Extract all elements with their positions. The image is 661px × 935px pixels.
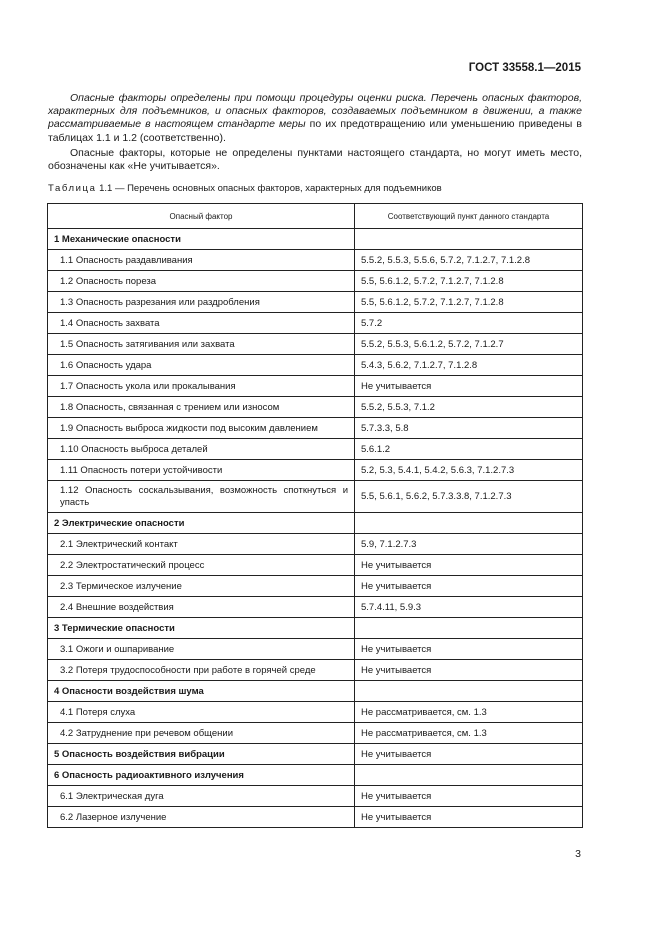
table-body <box>48 229 583 828</box>
table-caption-number: 1.1 <box>99 183 113 194</box>
hazard-cell: 3.2 Потеря трудоспособности при работе в горячей среде <box>48 660 355 681</box>
clause-cell: 5.5, 5.6.1.2, 5.7.2, 7.1.2.7, 7.1.2.8 <box>355 292 583 313</box>
hazard-cell: 2.2 Электростатический процесс <box>48 555 355 576</box>
clause-cell: 5.5.2, 5.5.3, 5.5.6, 5.7.2, 7.1.2.7, 7.1.2.8 <box>355 250 583 271</box>
hazard-cell: 1.7 Опасность укола или прокалывания <box>48 376 355 397</box>
table-caption-label: Таблица <box>48 183 97 194</box>
table-caption <box>48 183 442 194</box>
table-row <box>48 744 583 765</box>
table-row <box>48 376 583 397</box>
table-row <box>48 513 583 534</box>
document-code: ГОСТ 33558.1—2015 <box>468 62 581 74</box>
table-row <box>48 555 583 576</box>
table-row <box>48 723 583 744</box>
section-heading-cell: 2 Электрические опасности <box>48 513 355 534</box>
table-row <box>48 334 583 355</box>
hazard-cell: 1.3 Опасность разрезания или раздробления <box>48 292 355 313</box>
clause-cell: 5.5, 5.6.1.2, 5.7.2, 7.1.2.7, 7.1.2.8 <box>355 271 583 292</box>
clause-cell: Не учитывается <box>355 376 583 397</box>
hazard-cell: 4.1 Потеря слуха <box>48 702 355 723</box>
hazard-cell: 3.1 Ожоги и ошпаривание <box>48 639 355 660</box>
clause-cell <box>355 681 583 702</box>
hazard-cell: 1.2 Опасность пореза <box>48 271 355 292</box>
hazard-cell: 2.1 Электрический контакт <box>48 534 355 555</box>
clause-cell <box>355 229 583 250</box>
hazard-cell: 2.3 Термическое излучение <box>48 576 355 597</box>
clause-cell: 5.5.2, 5.5.3, 5.6.1.2, 5.7.2, 7.1.2.7 <box>355 334 583 355</box>
clause-cell: Не учитывается <box>355 786 583 807</box>
hazard-cell: 1.8 Опасность, связанная с трением или износом <box>48 397 355 418</box>
hazard-cell: 1.12 Опасность соскальзывания, возможность споткнуться и упасть <box>48 481 355 513</box>
clause-cell: Не учитывается <box>355 807 583 828</box>
section-heading-cell: 4 Опасности воздействия шума <box>48 681 355 702</box>
section-heading-cell: 5 Опасность воздействия вибрации <box>48 744 355 765</box>
table-row <box>48 702 583 723</box>
table-row <box>48 292 583 313</box>
clause-cell: Не рассматривается, см. 1.3 <box>355 702 583 723</box>
column-header-hazard: Опасный фактор <box>48 204 355 229</box>
clause-cell: Не учитывается <box>355 576 583 597</box>
table-row <box>48 618 583 639</box>
clause-cell <box>355 765 583 786</box>
table-row <box>48 460 583 481</box>
hazard-cell: 1.10 Опасность выброса деталей <box>48 439 355 460</box>
clause-cell: 5.2, 5.3, 5.4.1, 5.4.2, 5.6.3, 7.1.2.7.3 <box>355 460 583 481</box>
clause-cell: 5.7.2 <box>355 313 583 334</box>
clause-cell: 5.5.2, 5.5.3, 7.1.2 <box>355 397 583 418</box>
clause-cell: 5.7.4.11, 5.9.3 <box>355 597 583 618</box>
hazard-cell: 6.2 Лазерное излучение <box>48 807 355 828</box>
section-heading-cell: 3 Термические опасности <box>48 618 355 639</box>
table-header-row <box>48 204 583 229</box>
clause-cell: 5.5, 5.6.1, 5.6.2, 5.7.3.3.8, 7.1.2.7.3 <box>355 481 583 513</box>
intro-italic-text: Опасные факторы определены при помощи процедуры оценки риска. Перечень опасных факторов, характерных для подъемников, и опасных факторов, создаваемых подъемником в движении, а также рассматриваемые в настоящем стандарте меры <box>48 92 582 131</box>
table-row <box>48 271 583 292</box>
table-caption-text: — Перечень основных опасных факторов, характерных для подъемников <box>112 183 442 194</box>
table-row <box>48 639 583 660</box>
hazards-table <box>47 203 583 828</box>
table-row <box>48 229 583 250</box>
table-row <box>48 597 583 618</box>
table-row <box>48 765 583 786</box>
clause-cell: Не учитывается <box>355 555 583 576</box>
table-row <box>48 681 583 702</box>
section-heading-cell: 6 Опасность радиоактивного излучения <box>48 765 355 786</box>
table-row <box>48 786 583 807</box>
section-heading-cell: 1 Механические опасности <box>48 229 355 250</box>
intro-paragraph-2: Опасные факторы, которые не определены пунктами настоящего стандарта, но могут иметь место, обозначены как «Не учитывается». <box>48 146 582 173</box>
clause-cell: 5.6.1.2 <box>355 439 583 460</box>
table-row <box>48 313 583 334</box>
clause-cell: 5.7.3.3, 5.8 <box>355 418 583 439</box>
table-row <box>48 250 583 271</box>
clause-cell: Не учитывается <box>355 660 583 681</box>
table-row <box>48 481 583 513</box>
clause-cell <box>355 513 583 534</box>
table-row <box>48 355 583 376</box>
clause-cell <box>355 618 583 639</box>
page-number: 3 <box>575 848 581 860</box>
clause-cell: Не учитывается <box>355 639 583 660</box>
table-row <box>48 534 583 555</box>
intro-paragraph-1 <box>48 92 582 145</box>
hazard-cell: 1.4 Опасность захвата <box>48 313 355 334</box>
table-row <box>48 439 583 460</box>
intro-text <box>48 92 582 173</box>
hazard-cell: 1.5 Опасность затягивания или захвата <box>48 334 355 355</box>
hazard-cell: 2.4 Внешние воздействия <box>48 597 355 618</box>
clause-cell: Не рассматривается, см. 1.3 <box>355 723 583 744</box>
hazard-cell: 1.6 Опасность удара <box>48 355 355 376</box>
clause-cell: 5.4.3, 5.6.2, 7.1.2.7, 7.1.2.8 <box>355 355 583 376</box>
table-row <box>48 418 583 439</box>
hazard-cell: 1.9 Опасность выброса жидкости под высоким давлением <box>48 418 355 439</box>
table-row <box>48 397 583 418</box>
intro-normal-text: по их предотвращению или уменьшению приведены в таблицах 1.1 и 1.2 (соответственно). <box>48 118 582 144</box>
table-row <box>48 660 583 681</box>
column-header-clause: Соответствующий пункт данного стандарта <box>355 204 583 229</box>
hazard-cell: 6.1 Электрическая дуга <box>48 786 355 807</box>
hazard-cell: 4.2 Затруднение при речевом общении <box>48 723 355 744</box>
hazard-cell: 1.11 Опасность потери устойчивости <box>48 460 355 481</box>
table-row <box>48 576 583 597</box>
table-row <box>48 807 583 828</box>
clause-cell: Не учитывается <box>355 744 583 765</box>
hazard-cell: 1.1 Опасность раздавливания <box>48 250 355 271</box>
clause-cell: 5.9, 7.1.2.7.3 <box>355 534 583 555</box>
